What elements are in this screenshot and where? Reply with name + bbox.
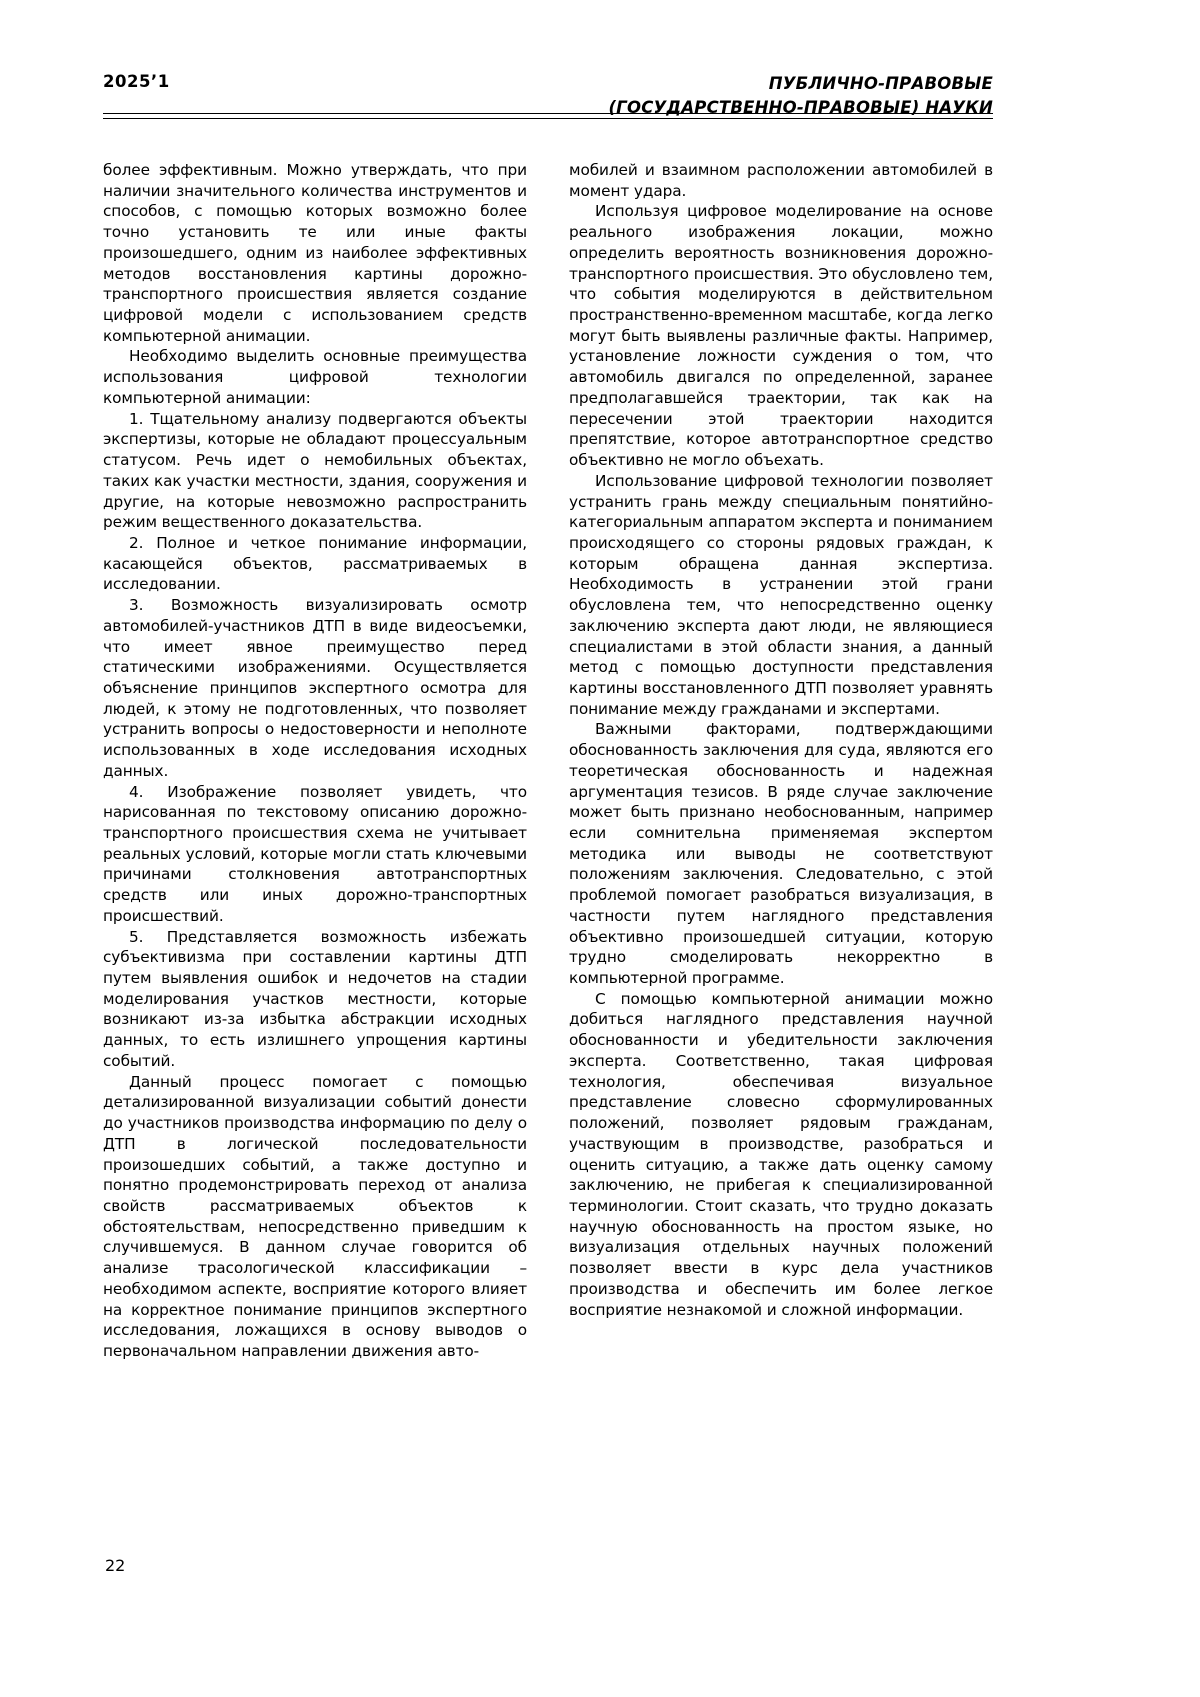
- paragraph: более эффективным. Можно утверждать, что при наличии значительного количества инструментов и способов, с помощью которых возможно более точно установить те или иные факты произошедшего, одним из наиболее эффективных методов восстановления картины дорожно-транспортного происшествия является создание цифровой модели с использованием средств компьютерной анимации.: [103, 161, 527, 345]
- paragraph: С помощью компьютерной анимации можно добиться наглядного представления научной обоснованности и убедительности заключения эксперта. Соответственно, такая цифровая технология, обеспечивая визуальное представление словесно сформулированных положений, позволяет рядовым гражданам, участвующим в производстве, разобраться и оценить ситуацию, а также дать оценку самому заключению, не прибегая к специализированной терминологии. Стоит сказать, что трудно доказать научную обоснованность на простом языке, но визуализация отдельных научных положений позволяет ввести в курс дела участников производства и обеспечить им более легкое восприятие незнакомой и сложной информации.: [569, 989, 993, 1319]
- column-right: [569, 160, 993, 1362]
- paragraph: 2. Полное и четкое понимание информации, касающейся объектов, рассматриваемых в исследовании.: [103, 533, 527, 594]
- header-divider: [103, 113, 993, 119]
- paragraph: 4. Изображение позволяет увидеть, что нарисованная по текстовому описанию дорожно-транспортного происшествия схема не учитывает реальных условий, которые могли стать ключевыми причинами столкновения автотранспортных средств или иных дорожно-транспортных происшествий.: [103, 782, 527, 925]
- column-left: [103, 160, 527, 1362]
- paragraph: Данный процесс помогает с помощью детализированной визуализации событий донести до участников производства информацию по делу о ДТП в логической последовательности произошедших событий, а также доступно и понятно продемонстрировать переход от анализа свойств рассматриваемых объектов к обстоятельствам, непосредственно приведшим к случившемуся. В данном случае говорится об анализе трасологической классификации – необходимом аспекте, восприятие которого влияет на корректное понимание принципов экспертного исследования, ложащихся в основу выводов о первоначальном направлении движения авто-: [103, 1072, 527, 1360]
- paragraph: Важными факторами, подтверждающими обоснованность заключения для суда, являются его теоретическая обоснованность и надежная аргументация тезисов. В ряде случае заключение может быть признано необоснованным, например если сомнительна применяемая экспертом методика или выводы не соответствуют положениям заключения. Следовательно, с этой проблемой помогает разобраться визуализация, в частности путем наглядного представления объективно произошедшей ситуации, которую трудно смоделировать некорректно в компьютерной программе.: [569, 720, 993, 988]
- paragraph: Необходимо выделить основные преимущества использования цифровой технологии компьютерной анимации:: [103, 347, 527, 407]
- paragraph: 3. Возможность визуализировать осмотр автомобилей-участников ДТП в виде видеосъемки, что имеет явное преимущество перед статическими изображениями. Осуществляется объяснение принципов экспертного осмотра для людей, к этому не подготовленных, что позволяет устранить вопросы о недостоверности и неполноте использованных в ходе исследования исходных данных.: [103, 596, 527, 780]
- section-title-line1: ПУБЛИЧНО-ПРАВОВЫЕ: [768, 74, 993, 93]
- paragraph: Использование цифровой технологии позволяет устранить грань между специальным понятийно-категориальным аппаратом эксперта и пониманием происходящего со стороны рядовых граждан, к которым обращена данная экспертиза. Необходимость в устранении этой грани обусловлена тем, что непосредственно оценку заключению эксперта дают люди, не являющиеся специалистами в этой области знания, а данный метод с помощью доступности представления картины восстановленного ДТП позволяет уравнять понимание между гражданами и экспертами.: [569, 471, 993, 718]
- issue-label: 2025’1: [103, 72, 170, 91]
- paragraph: мобилей и взаимном расположении автомобилей в момент удара.: [569, 161, 993, 200]
- page-number: 22: [105, 1556, 126, 1575]
- paragraph: 5. Представляется возможность избежать субъективизма при составлении картины ДТП путем выявления ошибок и недочетов на стадии моделирования участков местности, которые возникают из-за избытка абстракции исходных данных, то есть излишнего упрощения картины событий.: [103, 927, 527, 1070]
- paragraph: 1. Тщательному анализу подвергаются объекты экспертизы, которые не обладают процессуальным статусом. Речь идет о немобильных объектах, таких как участки местности, здания, сооружения и другие, на которые невозможно распространить режим вещественного доказательства.: [103, 409, 527, 532]
- body-columns: [103, 160, 993, 1362]
- paragraph: Используя цифровое моделирование на основе реального изображения локации, можно определить вероятность возникновения дорожно-транспортного происшествия. Это обусловлено тем, что события моделируются в действительном пространственно-временном масштабе, когда легко могут быть выявлены различные факты. Например, установление ложности суждения о том, что автомобиль двигался по определенной, заранее предполагавшейся траектории, так как на пересечении этой траектории находится препятствие, которое автотранспортное средство объективно не могло объехать.: [569, 202, 993, 470]
- section-title-line2: (ГОСУДАРСТВЕННО-ПРАВОВЫЕ) НАУКИ: [608, 97, 993, 117]
